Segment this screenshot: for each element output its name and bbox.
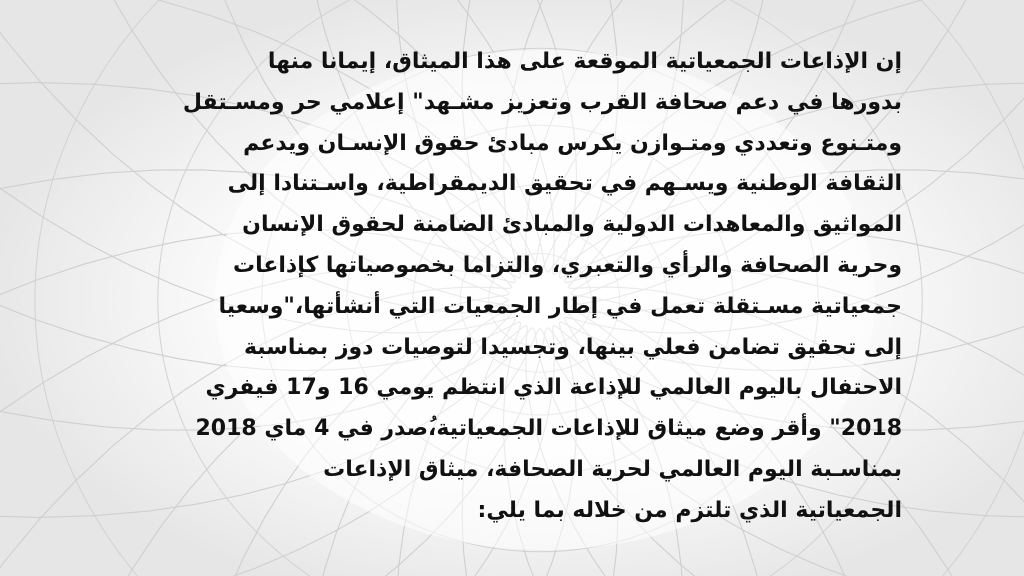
text-line: المواثيق والمعاهدات الدولية والمبادئ الضامنة لحقوق الإنسان <box>242 212 902 238</box>
text-line: بدورها في دعم صحافة القرب وتعزيز مشـهد" إعلامي حر ومسـتقل <box>182 89 902 115</box>
text-line: إن الإذاعات الجمعياتية الموقعة على هذا الميثاق، إيمانا منها <box>267 49 902 74</box>
text-line: الثقافة الوطنية ويسـهم في تحقيق الديمقراطية، واسـتنادا إلى <box>227 171 902 197</box>
text-line: ومتـنوع وتعددي ومتـوازن يكرس مبادئ حقوق الإنسـان ويدعم <box>243 130 902 156</box>
text-line: 2018" وأقر وضع ميثاق للإذاعات الجمعياتية،ُصدر في 4 ماي 2018 <box>195 416 902 442</box>
text-line: وحرية الصحافة والرأي والتعبري، والتزاما بخصوصياتها كإذاعات <box>232 252 902 278</box>
text-line: الجمعياتية الذي تلتزم من خلاله بما يلي: <box>477 497 902 523</box>
text-line: الاحتفال باليوم العالمي للإذاعة الذي انتظم يومي 16 و17 فيفري <box>205 375 902 401</box>
charter-text-block <box>178 42 902 532</box>
text-line: جمعياتية مسـتقلة تعمل في إطار الجمعيات التي أنشأتها،"وسعيا <box>218 293 902 319</box>
text-line: إلى تحقيق تضامن فعلي بينها، وتجسيدا لتوصيات دوز بمناسبة <box>243 334 902 360</box>
text-line: بمناسـبة اليوم العالمي لحرية الصحافة، ميثاق الإذاعات <box>323 456 902 482</box>
